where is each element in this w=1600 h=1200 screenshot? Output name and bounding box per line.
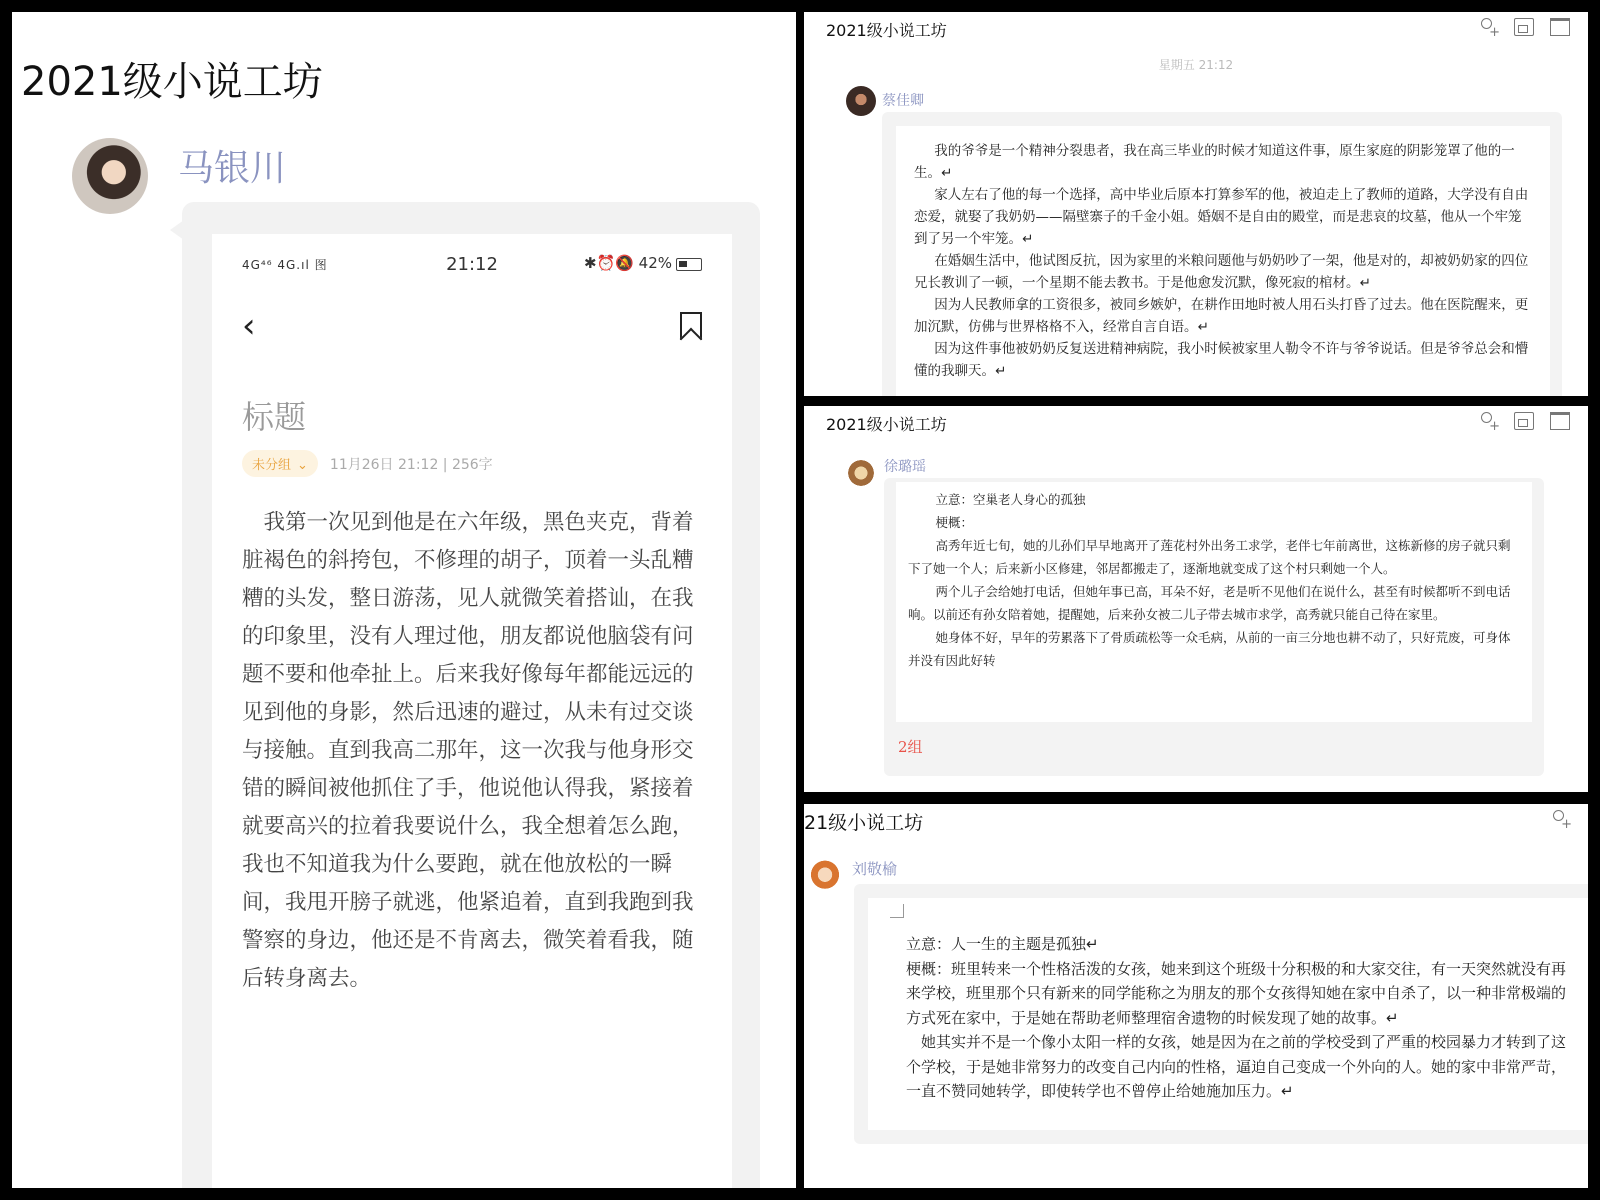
- doc-paragraph: 梗概：: [935, 515, 974, 530]
- chat-panel-1: [12, 12, 796, 1188]
- chat-panel-4: [804, 804, 1588, 1188]
- phone-screenshot[interactable]: [212, 234, 732, 1188]
- avatar[interactable]: [72, 138, 148, 214]
- note-date-count: 11月26日 21:12 | 256字: [329, 456, 493, 473]
- sender-name: 徐璐瑶: [884, 459, 926, 475]
- window-icon[interactable]: [1550, 412, 1570, 430]
- note-meta: [242, 450, 493, 477]
- bookmark-icon[interactable]: [680, 312, 702, 340]
- chat-panel-2: [804, 12, 1588, 396]
- doc-paragraph: 在婚姻生活中，他试图反抗，因为家里的米粮问题他与奶奶吵了一架，他是对的，却被奶奶家的四位兄长教训了一顿，一个星期不能去教书。于是他愈发沉默，像死寂的棺材。↵: [914, 253, 1529, 291]
- sender-name: 刘敬榆: [852, 860, 898, 878]
- group-selector[interactable]: [242, 450, 318, 477]
- note-body: 我第一次见到他是在六年级，黑色夹克，背着脏褐色的斜挎包，不修理的胡子，顶着一头乱糟糟的头发，整日游荡，见人就微笑着搭讪，在我的印象里，没有人理过他，朋友都说他脑袋有问题不要和他牵扯上。后来我好像每年都能远远的见到他的身影，然后迅速的避过，从未有过交谈与接触。直到我高二那年，这一次我与他身形交错的瞬间被他抓住了手，他说他认得我，紧接着就要高兴的拉着我要说什么，我全想着怎么跑，我也不知道我为什么要跑，就在他放松的一瞬间，我甩开膀子就逃，他紧追着，直到我跑到我警察的身边，他还是不肯离去，微笑着看我，随后转身离去。: [242, 510, 694, 991]
- avatar[interactable]: [846, 458, 876, 488]
- doc-paragraph: 立意：人一生的主题是孤独↵: [906, 935, 1099, 953]
- note-title: 标题: [242, 398, 307, 436]
- chat-title: 2021级小说工坊: [826, 415, 947, 434]
- window-toolbar: [1478, 412, 1570, 430]
- doc-paragraph: 高秀年近七旬，她的儿孙们早早地离开了莲花村外出务工求学，老伴七年前离世，这栋新修的房子就只剩下了她一个人；后来新小区修建，邻居都搬走了，逐渐地就变成了这个村只剩她一个人。: [908, 538, 1511, 576]
- avatar[interactable]: [808, 856, 842, 890]
- chat-title: 2021级小说工坊: [826, 21, 947, 40]
- add-member-icon[interactable]: [1550, 810, 1570, 828]
- doc-paragraph: 她身体不好，早年的劳累落下了骨质疏松等一众毛病，从前的一亩三分地也耕不动了，只好荒废，可身体并没有因此好转: [908, 630, 1511, 668]
- document-image[interactable]: [896, 482, 1532, 722]
- doc-paragraph: 她其实并不是一个像小太阳一样的女孩，她是因为在之前的学校受到了严重的校园暴力才转到了这个学校，于是她非常努力的改变自己内向的性格，逼迫自己变成一个外向的人。她的家中非常严苛，一直不赞同她转学，即使转学也不曾停止给她施加压力。↵: [906, 1033, 1567, 1100]
- document-image[interactable]: [868, 898, 1588, 1130]
- window-toolbar: [1478, 18, 1570, 36]
- doc-paragraph: 我的爷爷是一个精神分裂患者，我在高三毕业的时候才知道这件事，原生家庭的阴影笼罩了他的一生。↵: [914, 143, 1515, 181]
- sender-name: 蔡佳卿: [882, 93, 924, 109]
- status-time: 21:12: [446, 254, 498, 275]
- battery-icon: [676, 258, 702, 271]
- back-icon[interactable]: ‹: [242, 306, 256, 346]
- screenshot-icon[interactable]: [1514, 18, 1534, 36]
- doc-paragraph: 因为人民教师拿的工资很多，被同乡嫉妒，在耕作田地时被人用石头打昏了过去。他在医院醒来，更加沉默，仿佛与世界格格不入，经常自言自语。↵: [914, 297, 1529, 335]
- crop-mark: [890, 904, 904, 918]
- doc-paragraph: 梗概：班里转来一个性格活泼的女孩，她来到这个班级十分积极的和大家交往，有一天突然就没有再来学校，班里那个只有新来的同学能称之为朋友的那个女孩得知她在家中自杀了，以一种非常极端的方式死在家中，于是她在帮助老师整理宿舍遗物的时候发现了她的故事。↵: [906, 959, 1567, 1027]
- chat-title: 21级小说工坊: [804, 812, 924, 834]
- document-image[interactable]: [896, 126, 1550, 396]
- chat-panel-3: [804, 406, 1588, 792]
- add-member-icon[interactable]: [1478, 412, 1498, 430]
- doc-paragraph: 因为这件事他被奶奶反复送进精神病院，我小时候被家里人勒令不许与爷爷说话。但是爷爷总会和懵懂的我聊天。↵: [914, 341, 1529, 379]
- screenshot-icon[interactable]: [1514, 412, 1534, 430]
- chevron-down-icon: ⌄: [297, 458, 308, 473]
- chat-title: 2021级小说工坊: [21, 59, 323, 105]
- doc-paragraph: 立意：空巢老人身心的孤独: [935, 492, 1086, 507]
- signal-icon: 4G⁴⁶ 4G.ıl 图: [242, 258, 328, 272]
- group-selector-label: 未分组: [252, 458, 292, 473]
- date-separator: 星期五 21:12: [1158, 58, 1234, 72]
- status-icons: ✱⏰🔕 42%: [583, 254, 672, 272]
- window-icon[interactable]: [1550, 18, 1570, 36]
- group-label: 2组: [898, 738, 923, 756]
- doc-paragraph: 两个儿子会给她打电话，但她年事已高，耳朵不好，老是听不见他们在说什么，甚至有时候都听不到电话响。以前还有孙女陪着她，提醒她，后来孙女被二儿子带去城市求学，高秀就只能自己待在家里。: [908, 584, 1511, 622]
- sender-name: 马银川: [178, 148, 287, 189]
- avatar[interactable]: [846, 86, 876, 116]
- status-bar: [212, 254, 732, 284]
- doc-paragraph: 家人左右了他的每一个选择，高中毕业后原本打算参军的他，被迫走上了教师的道路，大学没有自由恋爱，就娶了我奶奶——隔壁寨子的千金小姐。婚姻不是自由的殿堂，而是悲哀的坟墓，他从一个牢笼到了另一个牢笼。↵: [914, 187, 1529, 247]
- window-toolbar: [1550, 810, 1570, 828]
- add-member-icon[interactable]: [1478, 18, 1498, 36]
